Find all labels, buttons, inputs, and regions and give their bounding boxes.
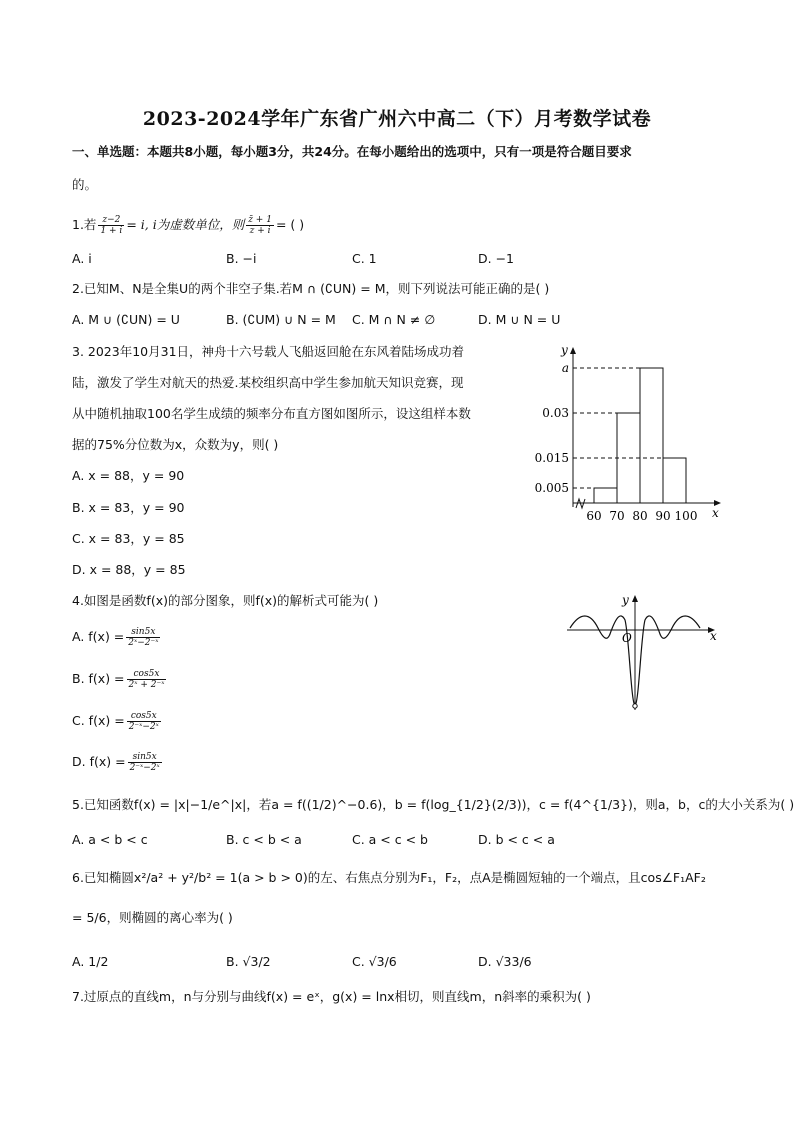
q1-mid: = i, i为虚数单位，则 xyxy=(126,217,245,232)
q3-option-a: A. x = 88，y = 90 xyxy=(72,468,185,483)
section-heading: 一、单选题：本题共8小题，每小题3分，共24分。在每小题给出的选项中，只有一项是符合题目要求 xyxy=(72,144,632,159)
hist-bar-90-100 xyxy=(663,458,686,503)
hist-bar-60-70 xyxy=(594,488,617,503)
q5-option-b: B. c < b < a xyxy=(226,832,302,847)
q6-option-c: C. √3/6 xyxy=(352,954,397,969)
question-6-line-2: = 5/6，则椭圆的离心率为( ) xyxy=(72,910,233,925)
question-3-line-1: 3. 2023年10月31日，神舟十六号载人飞船返回舱在东风着陆场成功着 xyxy=(72,344,465,359)
hist-x-label: x xyxy=(712,506,719,520)
q4-option-a: A. f(x) = $\frac{\sin 5x}{\text{2ˣ−2⁻ˣ}}$ xyxy=(72,627,159,648)
q3-option-b: B. x = 83，y = 90 xyxy=(72,500,185,515)
q4-option-c: C. f(x) = $\frac{\cos 5x}{\text{2⁻ˣ−2ˣ}}$ xyxy=(72,711,159,732)
hist-bar-80-90 xyxy=(640,368,663,503)
question-6-line-1: 6.已知椭圆x²/a² + y²/b² = 1(a > b > 0)的左、右焦点分别为F₁，F₂，点A是椭圆短轴的一个端点，且cos∠F₁AF₂ xyxy=(72,870,706,885)
question-3-line-3: 从中随机抽取100名学生成绩的频率分布直方图如图所示，设这组样本数 xyxy=(72,406,471,421)
graph-y-arrow xyxy=(632,595,638,602)
question-3-line-4: 据的75%分位数为x，众数为y，则( ) xyxy=(72,437,279,452)
q1-option-d: D. −1 xyxy=(478,251,514,266)
q1-option-b: B. −i xyxy=(226,251,257,266)
q3-option-c: C. x = 83，y = 85 xyxy=(72,531,185,546)
question-3-line-2: 陆，激发了学生对航天的热爱.某校组织高中学生参加航天知识竞赛，现 xyxy=(72,375,464,390)
hist-axis-break xyxy=(576,499,585,508)
hist-ytick-label: 0.03 xyxy=(542,406,569,420)
question-7: 7.过原点的直线m，n与分别与曲线f(x) = eˣ，g(x) = lnx相切，则直线m，n斜率的乘积为( ) xyxy=(72,989,591,1004)
histogram-chart xyxy=(528,338,728,523)
q5-option-a: A. a < b < c xyxy=(72,832,148,847)
hist-ytick-label: a xyxy=(561,361,569,375)
hist-xtick-label: 100 xyxy=(674,509,698,523)
q6-option-b: B. √3/2 xyxy=(226,954,271,969)
function-graph xyxy=(565,590,725,715)
q2-option-c: C. M ∩ N ≠ ∅ xyxy=(352,312,436,327)
q1-suffix: = ( ) xyxy=(275,217,305,232)
q2-option-b: B. (∁UM) ∪ N = M xyxy=(226,312,336,327)
q1-fraction-2: $\frac{z̄ + 1}{z + i}$ xyxy=(248,215,272,236)
question-4: 4.如图是函数f(x)的部分图象，则f(x)的解析式可能为( ) xyxy=(72,593,379,608)
hist-y-label: y xyxy=(561,343,568,357)
graph-x-label: x xyxy=(710,629,717,643)
question-1 xyxy=(72,215,304,236)
graph-origin-label: O xyxy=(622,631,632,645)
hist-ytick-label: 0.005 xyxy=(534,481,569,495)
q6-option-d: D. √33/6 xyxy=(478,954,532,969)
q5-option-c: C. a < c < b xyxy=(352,832,428,847)
q2-option-d: D. M ∪ N = U xyxy=(478,312,561,327)
q3-option-d: D. x = 88，y = 85 xyxy=(72,562,186,577)
graph-y-label: y xyxy=(622,593,629,607)
q4-option-d: D. f(x) = $\frac{\sin 5x}{\text{2⁻ˣ−2ˣ}}$ xyxy=(72,752,160,773)
hist-ytick-label: 0.015 xyxy=(534,451,569,465)
question-5: 5.已知函数f(x) = |x|−1/e^|x|，若a = f((1/2)^−0.6)，b = f(log_{1/2}(2/3))，c = f(4^{1/3})，则a，b，c的大小关系为( ) xyxy=(72,797,794,812)
hist-xtick-label: 90 xyxy=(655,509,671,523)
hist-xtick-label: 80 xyxy=(632,509,648,523)
q2-option-a: A. M ∪ (∁UN) = U xyxy=(72,312,180,327)
q6-option-a: A. 1/2 xyxy=(72,954,109,969)
page-title: 2023-2024学年广东省广州六中高二（下）月考数学试卷 xyxy=(142,108,652,130)
hist-xtick-label: 60 xyxy=(586,509,602,523)
hist-xtick-label: 70 xyxy=(609,509,625,523)
q1-fraction-1: $\frac{z-2}{1 + i}$ xyxy=(100,215,123,236)
question-2: 2.已知M、N是全集U的两个非空子集.若M ∩ (∁UN) = M，则下列说法可能正确的是( ) xyxy=(72,281,550,296)
graph-open-point xyxy=(633,704,637,708)
section-heading-cont: 的。 xyxy=(72,177,98,192)
q1-option-a: A. i xyxy=(72,251,92,266)
hist-y-arrow xyxy=(570,347,576,354)
q1-option-c: C. 1 xyxy=(352,251,377,266)
q1-prefix: 1.若 xyxy=(72,217,97,232)
q5-option-d: D. b < c < a xyxy=(478,832,555,847)
q4-option-b: B. f(x) = $\frac{\cos 5x}{\text{2ˣ + 2⁻ˣ}}$ xyxy=(72,669,165,690)
